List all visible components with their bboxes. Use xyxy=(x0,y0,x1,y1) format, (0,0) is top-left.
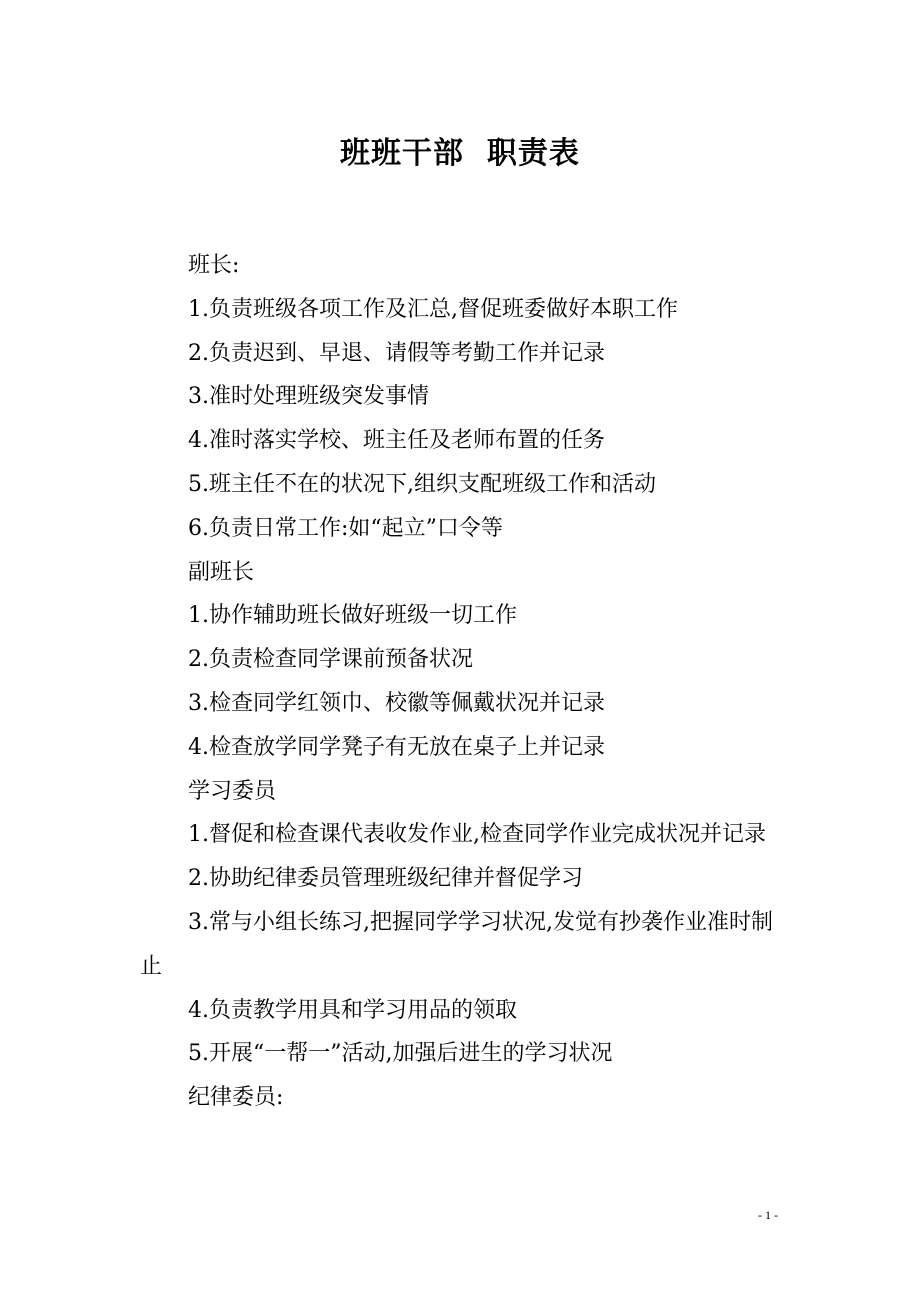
list-item: 4.负责教学用具和学习用品的领取 xyxy=(188,997,517,1023)
list-item: 2.负责迟到、早退、请假等考勤工作并记录 xyxy=(188,340,605,366)
list-item: 1.负责班级各项工作及汇总,督促班委做好本职工作 xyxy=(188,296,678,322)
document-title: 班班干部 职责表 xyxy=(340,136,580,171)
list-item: 2.负责检查同学课前预备状况 xyxy=(188,647,473,673)
list-item: 6.负责日常工作:如“起立”口令等 xyxy=(188,515,503,541)
list-item: 4.检查放学同学凳子有无放在桌子上并记录 xyxy=(188,734,605,760)
section-heading-study-committee: 学习委员 xyxy=(188,778,277,804)
list-item: 1.协作辅助班长做好班级一切工作 xyxy=(188,603,517,629)
list-item: 5.班主任不在的状况下,组织支配班级工作和活动 xyxy=(188,471,656,497)
list-item: 3.检查同学红领巾、校徽等佩戴状况并记录 xyxy=(188,690,605,716)
list-item: 4.准时落实学校、班主任及老师布置的任务 xyxy=(188,428,605,454)
document-body xyxy=(140,244,780,1120)
list-item: 3.常与小组长练习,把握同学学习状况,发觉有抄袭作业准时制止 xyxy=(140,909,773,979)
section-heading-discipline-committee: 纪律委员: xyxy=(188,1085,284,1111)
section-heading-vice-monitor: 副班长 xyxy=(188,559,255,585)
section-heading-monitor: 班长: xyxy=(188,253,240,278)
list-item: 3.准时处理班级突发事情 xyxy=(188,384,429,410)
list-item: 2.协助纪律委员管理班级纪律并督促学习 xyxy=(188,866,583,892)
page-number: - 1 - xyxy=(758,1208,778,1222)
list-item: 5.开展“一帮一”活动,加强后进生的学习状况 xyxy=(188,1041,613,1067)
list-item: 1.督促和检查课代表收发作业,检查同学作业完成状况并记录 xyxy=(188,822,766,848)
